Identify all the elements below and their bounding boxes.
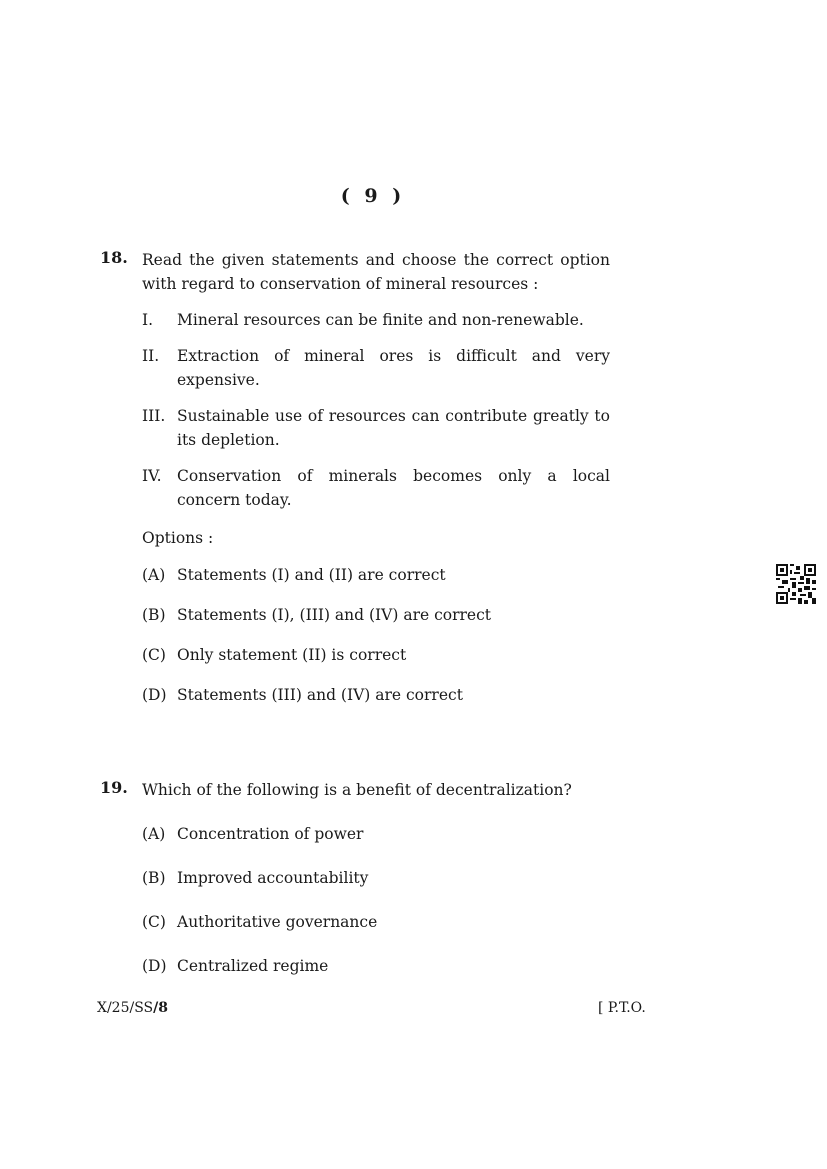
- option-label: (B): [142, 869, 166, 887]
- option-b: [142, 866, 610, 890]
- option-text: Concentration of power: [177, 825, 364, 843]
- option-text: Statements (I), (III) and (IV) are correct: [177, 605, 491, 624]
- option-text: Centralized regime: [177, 957, 329, 975]
- statement-list: [142, 308, 610, 513]
- option-a: [142, 563, 610, 587]
- option-list: [142, 822, 610, 978]
- option-d: [142, 683, 610, 707]
- option-text: Only statement (II) is correct: [177, 645, 407, 664]
- option-label: (D): [142, 685, 167, 704]
- option-text: Statements (I) and (II) are correct: [177, 565, 446, 584]
- option-label: (B): [142, 605, 166, 624]
- statement-label: I.: [142, 311, 154, 329]
- statement-text: Sustainable use of resources can contribute greatly to its depletion.: [177, 406, 610, 449]
- question-18: [100, 248, 610, 707]
- option-label: (C): [142, 913, 166, 931]
- statement-label: II.: [142, 346, 160, 365]
- statement-item: [142, 464, 610, 513]
- question-stem: Which of the following is a benefit of decentralization?: [142, 781, 572, 799]
- option-list: [142, 563, 610, 707]
- option-label: (A): [142, 565, 166, 584]
- statement-text: Mineral resources can be finite and non-renewable.: [177, 311, 584, 329]
- option-c: [142, 910, 610, 934]
- option-label: (C): [142, 645, 166, 664]
- option-label: (A): [142, 825, 166, 843]
- option-text: Authoritative governance: [177, 913, 378, 931]
- qr-code-icon: [776, 564, 816, 604]
- option-text: Improved accountability: [177, 869, 369, 887]
- paper-code: [97, 1000, 168, 1016]
- page-number: ( 9 ): [340, 185, 406, 207]
- paper-code-suffix: /8: [153, 1000, 169, 1016]
- paper-code-prefix: X/25/SS: [97, 1000, 154, 1016]
- option-d: [142, 954, 610, 978]
- options-heading: Options :: [142, 528, 214, 547]
- question-number: 19.: [100, 778, 128, 797]
- option-text: Statements (III) and (IV) are correct: [177, 685, 463, 704]
- question-19: [100, 778, 610, 978]
- statement-label: IV.: [142, 466, 162, 485]
- pto-label: [ P.T.O.: [598, 1000, 646, 1016]
- statement-label: III.: [142, 406, 166, 425]
- question-number: 18.: [100, 248, 128, 267]
- option-label: (D): [142, 957, 167, 975]
- statement-text: Extraction of mineral ores is difficult and very expensive.: [177, 346, 610, 389]
- statement-item: [142, 404, 610, 453]
- statement-text: Conservation of minerals becomes only a local concern today.: [177, 466, 610, 509]
- statement-item: [142, 308, 610, 333]
- option-c: [142, 643, 610, 667]
- option-a: [142, 822, 610, 846]
- option-b: [142, 603, 610, 627]
- question-stem: Read the given statements and choose the correct option with regard to conservation of mineral resources :: [142, 251, 610, 293]
- statement-item: [142, 344, 610, 393]
